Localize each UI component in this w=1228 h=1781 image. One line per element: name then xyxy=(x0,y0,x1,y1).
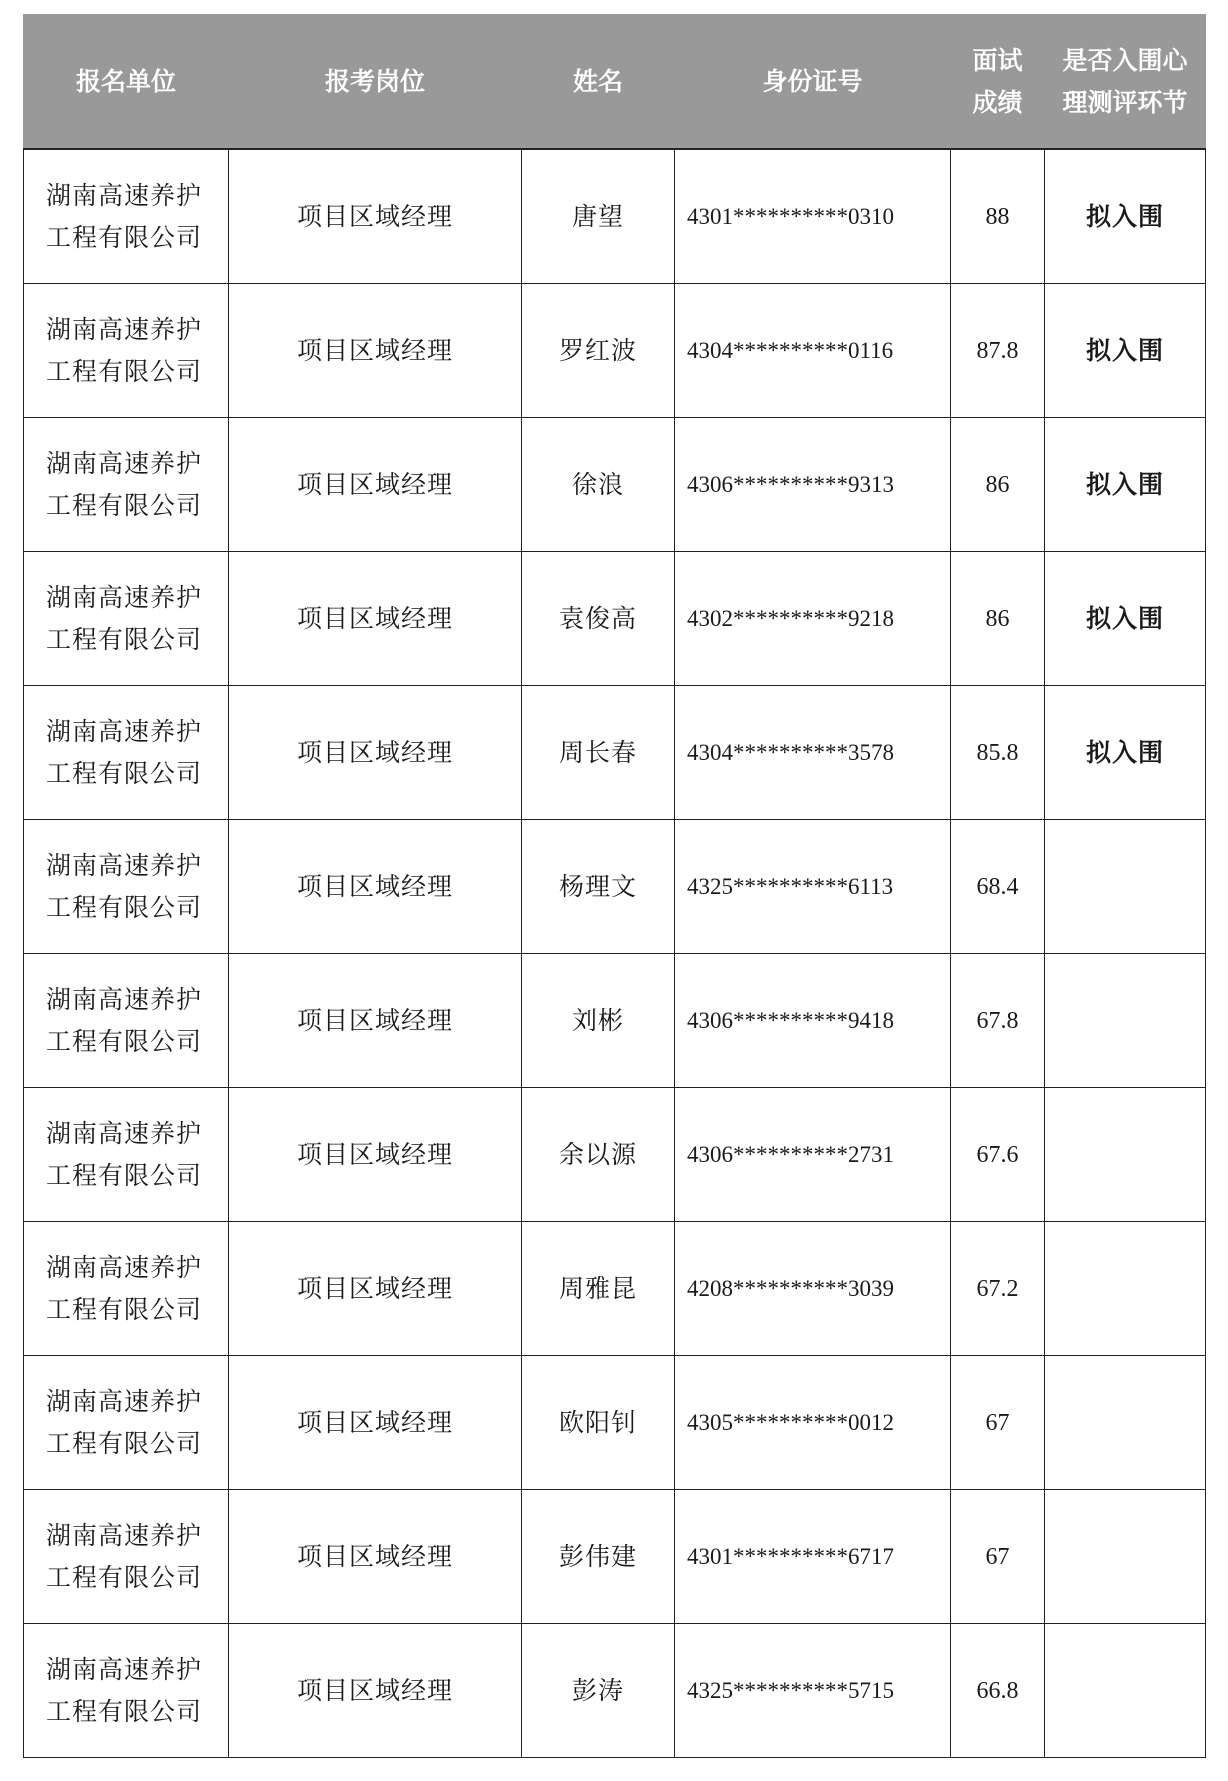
unit-line2: 工程有限公司 xyxy=(46,1696,203,1726)
table-row xyxy=(24,1088,1206,1222)
cell-id-number: 4306**********9313 xyxy=(675,418,951,552)
cell-id-number: 4302**********9218 xyxy=(675,552,951,686)
cell-result xyxy=(1045,1490,1206,1624)
header-score-line1: 面试 xyxy=(972,45,1023,75)
cell-post: 项目区域经理 xyxy=(229,686,522,820)
unit-line1: 湖南高速养护 xyxy=(46,984,203,1014)
unit-line2: 工程有限公司 xyxy=(46,1428,203,1458)
unit-line1: 湖南高速养护 xyxy=(46,314,203,344)
cell-result xyxy=(1045,1624,1206,1758)
unit-line1: 湖南高速养护 xyxy=(46,582,203,612)
table-row xyxy=(24,284,1206,418)
table-row xyxy=(24,954,1206,1088)
cell-unit xyxy=(24,1624,229,1758)
cell-score: 67.2 xyxy=(951,1222,1045,1356)
cell-result xyxy=(1045,954,1206,1088)
unit-line2: 工程有限公司 xyxy=(46,892,203,922)
cell-id-number: 4208**********3039 xyxy=(675,1222,951,1356)
cell-unit xyxy=(24,552,229,686)
unit-line1: 湖南高速养护 xyxy=(46,1654,203,1684)
header-id-number: 身份证号 xyxy=(675,15,951,150)
unit-line2: 工程有限公司 xyxy=(46,1026,203,1056)
results-table-container xyxy=(23,14,1205,1758)
unit-line2: 工程有限公司 xyxy=(46,1562,203,1592)
cell-id-number: 4304**********3578 xyxy=(675,686,951,820)
cell-unit xyxy=(24,418,229,552)
cell-post: 项目区域经理 xyxy=(229,1356,522,1490)
unit-line1: 湖南高速养护 xyxy=(46,180,203,210)
header-score xyxy=(951,15,1045,150)
cell-id-number: 4304**********0116 xyxy=(675,284,951,418)
cell-post: 项目区域经理 xyxy=(229,418,522,552)
cell-unit xyxy=(24,954,229,1088)
cell-unit xyxy=(24,820,229,954)
unit-line2: 工程有限公司 xyxy=(46,1294,203,1324)
unit-line2: 工程有限公司 xyxy=(46,356,203,386)
cell-post: 项目区域经理 xyxy=(229,1088,522,1222)
cell-score: 86 xyxy=(951,418,1045,552)
header-score-line2: 成绩 xyxy=(972,87,1023,117)
cell-result xyxy=(1045,1222,1206,1356)
header-result-line2: 理测评环节 xyxy=(1062,87,1188,117)
header-result xyxy=(1045,15,1206,150)
unit-line2: 工程有限公司 xyxy=(46,490,203,520)
cell-post: 项目区域经理 xyxy=(229,954,522,1088)
cell-score: 67 xyxy=(951,1356,1045,1490)
cell-unit xyxy=(24,686,229,820)
cell-score: 67 xyxy=(951,1490,1045,1624)
header-post: 报考岗位 xyxy=(229,15,522,150)
unit-line1: 湖南高速养护 xyxy=(46,1386,203,1416)
cell-unit xyxy=(24,1088,229,1222)
cell-result xyxy=(1045,820,1206,954)
cell-name: 杨理文 xyxy=(522,820,675,954)
unit-line1: 湖南高速养护 xyxy=(46,1118,203,1148)
cell-result: 拟入围 xyxy=(1045,284,1206,418)
cell-result: 拟入围 xyxy=(1045,418,1206,552)
cell-name: 周长春 xyxy=(522,686,675,820)
header-result-line1: 是否入围心 xyxy=(1062,45,1188,75)
cell-id-number: 4301**********0310 xyxy=(675,149,951,284)
table-row xyxy=(24,1356,1206,1490)
table-row xyxy=(24,418,1206,552)
unit-line1: 湖南高速养护 xyxy=(46,1252,203,1282)
unit-line2: 工程有限公司 xyxy=(46,758,203,788)
table-row xyxy=(24,1490,1206,1624)
table-row xyxy=(24,552,1206,686)
cell-unit xyxy=(24,1356,229,1490)
cell-result xyxy=(1045,1088,1206,1222)
header-unit: 报名单位 xyxy=(24,15,229,150)
unit-line2: 工程有限公司 xyxy=(46,624,203,654)
cell-id-number: 4306**********9418 xyxy=(675,954,951,1088)
cell-score: 66.8 xyxy=(951,1624,1045,1758)
table-row xyxy=(24,820,1206,954)
cell-name: 罗红波 xyxy=(522,284,675,418)
cell-post: 项目区域经理 xyxy=(229,284,522,418)
cell-name: 刘彬 xyxy=(522,954,675,1088)
cell-post: 项目区域经理 xyxy=(229,1490,522,1624)
cell-score: 87.8 xyxy=(951,284,1045,418)
table-header-row xyxy=(24,15,1206,150)
table-body xyxy=(24,149,1206,1758)
unit-line1: 湖南高速养护 xyxy=(46,448,203,478)
unit-line2: 工程有限公司 xyxy=(46,1160,203,1190)
cell-id-number: 4306**********2731 xyxy=(675,1088,951,1222)
interview-results-table xyxy=(23,14,1206,1758)
cell-result: 拟入围 xyxy=(1045,552,1206,686)
cell-score: 88 xyxy=(951,149,1045,284)
cell-name: 彭伟建 xyxy=(522,1490,675,1624)
cell-score: 85.8 xyxy=(951,686,1045,820)
cell-id-number: 4325**********6113 xyxy=(675,820,951,954)
cell-name: 彭涛 xyxy=(522,1624,675,1758)
cell-id-number: 4301**********6717 xyxy=(675,1490,951,1624)
table-row xyxy=(24,1222,1206,1356)
cell-post: 项目区域经理 xyxy=(229,1222,522,1356)
cell-result: 拟入围 xyxy=(1045,149,1206,284)
cell-name: 唐望 xyxy=(522,149,675,284)
cell-id-number: 4305**********0012 xyxy=(675,1356,951,1490)
unit-line1: 湖南高速养护 xyxy=(46,1520,203,1550)
cell-unit xyxy=(24,149,229,284)
cell-score: 67.8 xyxy=(951,954,1045,1088)
cell-unit xyxy=(24,284,229,418)
cell-post: 项目区域经理 xyxy=(229,552,522,686)
cell-score: 68.4 xyxy=(951,820,1045,954)
unit-line2: 工程有限公司 xyxy=(46,222,203,252)
cell-post: 项目区域经理 xyxy=(229,149,522,284)
cell-name: 袁俊高 xyxy=(522,552,675,686)
cell-unit xyxy=(24,1222,229,1356)
table-row xyxy=(24,1624,1206,1758)
cell-result xyxy=(1045,1356,1206,1490)
cell-name: 周雅昆 xyxy=(522,1222,675,1356)
cell-score: 86 xyxy=(951,552,1045,686)
cell-name: 余以源 xyxy=(522,1088,675,1222)
cell-unit xyxy=(24,1490,229,1624)
cell-name: 徐浪 xyxy=(522,418,675,552)
cell-post: 项目区域经理 xyxy=(229,1624,522,1758)
cell-name: 欧阳钊 xyxy=(522,1356,675,1490)
cell-score: 67.6 xyxy=(951,1088,1045,1222)
cell-id-number: 4325**********5715 xyxy=(675,1624,951,1758)
cell-result: 拟入围 xyxy=(1045,686,1206,820)
header-name: 姓名 xyxy=(522,15,675,150)
table-row xyxy=(24,149,1206,284)
unit-line1: 湖南高速养护 xyxy=(46,850,203,880)
table-row xyxy=(24,686,1206,820)
cell-post: 项目区域经理 xyxy=(229,820,522,954)
unit-line1: 湖南高速养护 xyxy=(46,716,203,746)
